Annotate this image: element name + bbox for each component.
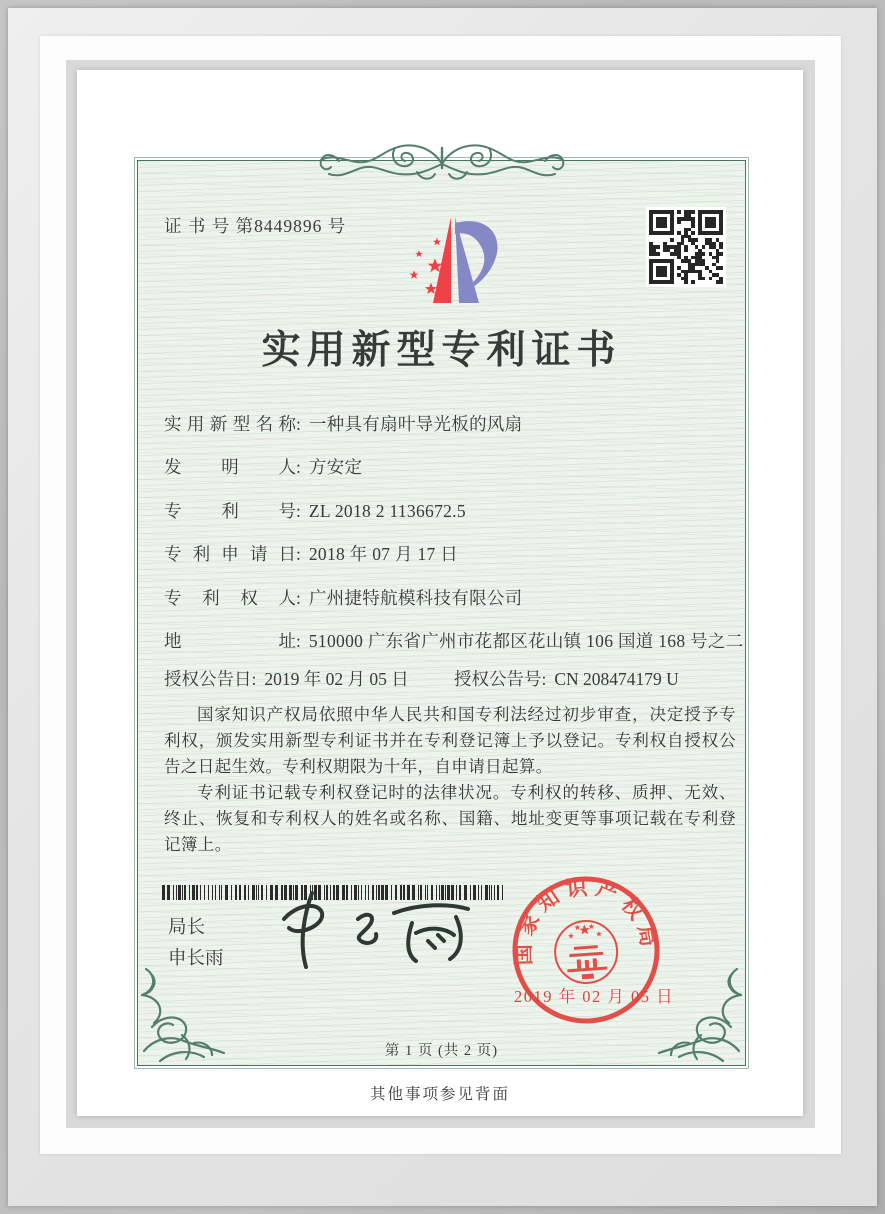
qr-code	[646, 207, 726, 287]
back-note: 其他事项参见背面	[369, 1086, 510, 1103]
certificate-paper	[77, 70, 803, 1116]
signature-icon	[266, 883, 481, 983]
official-seal-icon	[503, 867, 670, 1034]
grant-number-label: 授权公告号	[454, 669, 542, 689]
body-paragraph-1: 国家知识产权局依照中华人民共和国专利法经过初步审查，决定授予专利权，颁发实用新型专利证书并在专利登记簿上予以登记。专利权自授权公告之日起生效。专利权期限为十年，自申请日起算。	[164, 705, 736, 776]
certificate	[137, 160, 746, 1066]
grant-date-label: 授权公告日	[164, 669, 252, 689]
field-label: 地址	[164, 631, 296, 651]
field-label: 专利申请日	[164, 544, 296, 564]
field-row-inventor: 发明人: 方安定	[164, 454, 739, 478]
page-number: 第 1 页 (共 2 页)	[384, 1043, 499, 1059]
field-row-utility-model-name: 实用新型名称: 一种具有扇叶导光板的风扇	[164, 411, 739, 435]
grant-number-value: CN 208474179 U	[554, 669, 679, 689]
grant-date-value: 2019 年 02 月 05 日	[264, 669, 409, 689]
field-value: 广州捷特航模科技有限公司	[308, 588, 523, 608]
top-border-ornament-icon	[299, 134, 585, 188]
svg-text:国家知识产权局	[506, 870, 662, 966]
field-value: 方安定	[308, 457, 363, 477]
field-value: 2018 年 07 月 17 日	[308, 544, 459, 564]
field-row-patent-number: 专利号: ZL 2018 2 1136672.5	[164, 498, 739, 522]
cnipa-logo-icon	[393, 209, 505, 313]
field-label: 专利权人	[164, 588, 296, 608]
field-value: 一种具有扇叶导光板的风扇	[308, 414, 523, 434]
field-row-address: 地址: 510000 广东省广州市花都区花山镇 106 国道 168 号之二	[164, 628, 739, 652]
seal-ring-text: 国家知识产权局	[511, 874, 662, 966]
seal-date: 2019 年 02 月 05 日	[514, 987, 675, 1006]
field-value: 510000 广东省广州市花都区花山镇 106 国道 168 号之二	[308, 631, 744, 651]
body-paragraph-2: 专利证书记载专利权登记时的法律状况。专利权的转移、质押、无效、终止、恢复和专利权人的姓名或名称、国籍、地址变更等事项记载在专利登记簿上。	[164, 783, 736, 854]
certificate-number: 证 书 号 第8449896 号	[164, 216, 347, 236]
field-row-patentee: 专利权人: 广州捷特航模科技有限公司	[164, 585, 739, 609]
certificate-title: 实用新型专利证书	[261, 329, 622, 372]
commissioner-title: 局长	[168, 918, 206, 938]
grant-row	[164, 666, 739, 690]
field-value: ZL 2018 2 1136672.5	[308, 501, 466, 521]
field-label: 实用新型名称	[164, 414, 296, 434]
field-row-filing-date: 专利申请日: 2018 年 07 月 17 日	[164, 541, 739, 565]
field-label: 发明人	[164, 457, 296, 477]
commissioner-name: 申长雨	[168, 949, 224, 969]
field-label: 专利号	[164, 501, 296, 521]
legal-text	[164, 702, 736, 858]
grant-date-pair: 授权公告日: 2019 年 02 月 05 日	[164, 669, 409, 689]
grant-number-pair: 授权公告号: CN 208474179 U	[454, 669, 679, 689]
commissioner-block	[168, 913, 224, 975]
